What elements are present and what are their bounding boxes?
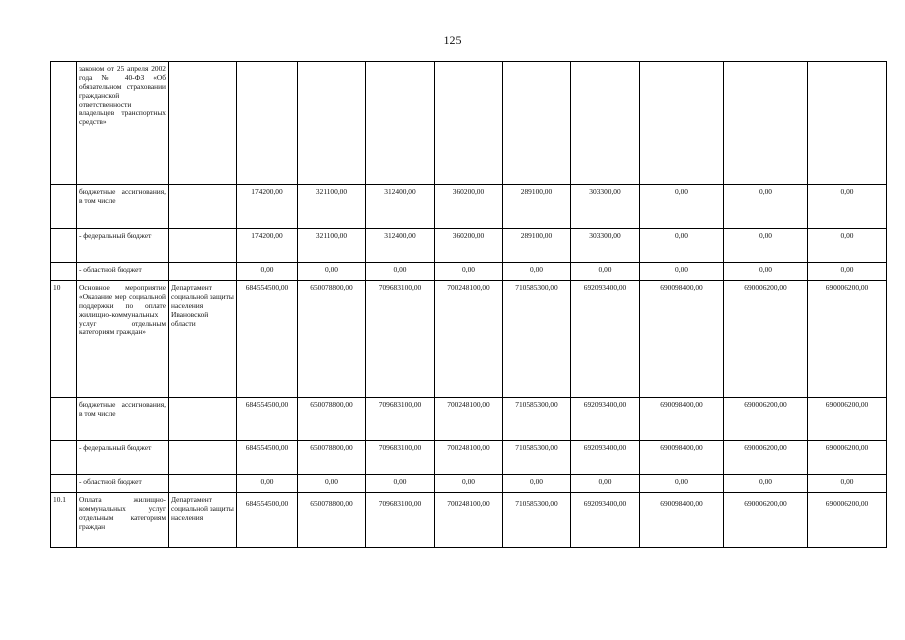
- row-index-cell: [51, 62, 77, 185]
- row-executor-cell: Департамент социальной защиты населения: [169, 493, 237, 548]
- amount-cell: 0,00: [808, 263, 887, 281]
- table-row: [51, 229, 887, 263]
- row-index-cell: [51, 229, 77, 263]
- amount-cell: 690098400,00: [640, 493, 724, 548]
- amount-cell: 174200,00: [237, 185, 298, 229]
- amount-cell: 360200,00: [435, 229, 503, 263]
- amount-cell: 710585300,00: [503, 441, 571, 475]
- amount-cell: 0,00: [237, 263, 298, 281]
- amount-cell: [724, 62, 808, 185]
- amount-cell: 692093400,00: [571, 493, 640, 548]
- row-description-cell: бюджетные ассигнования, в том числе: [77, 185, 169, 229]
- amount-cell: 710585300,00: [503, 398, 571, 441]
- amount-cell: 289100,00: [503, 185, 571, 229]
- amount-cell: 0,00: [298, 263, 366, 281]
- amount-cell: 650078800,00: [298, 398, 366, 441]
- amount-cell: 690006200,00: [808, 281, 887, 398]
- amount-cell: 360200,00: [435, 185, 503, 229]
- amount-cell: [503, 62, 571, 185]
- amount-cell: [571, 62, 640, 185]
- amount-cell: 0,00: [808, 229, 887, 263]
- amount-cell: 0,00: [571, 263, 640, 281]
- amount-cell: 0,00: [503, 475, 571, 493]
- amount-cell: 312400,00: [366, 185, 435, 229]
- amount-cell: 684554500,00: [237, 493, 298, 548]
- row-executor-cell: [169, 62, 237, 185]
- page-number: 125: [443, 33, 462, 47]
- amount-cell: 700248100,00: [435, 493, 503, 548]
- amount-cell: 690006200,00: [724, 281, 808, 398]
- amount-cell: 690098400,00: [640, 398, 724, 441]
- row-index-cell: [51, 398, 77, 441]
- amount-cell: 321100,00: [298, 185, 366, 229]
- amount-cell: 690006200,00: [808, 493, 887, 548]
- table-row: [51, 62, 887, 185]
- amount-cell: 700248100,00: [435, 441, 503, 475]
- amount-cell: 0,00: [503, 263, 571, 281]
- table-row: [51, 185, 887, 229]
- table-row: [51, 398, 887, 441]
- amount-cell: 690006200,00: [724, 493, 808, 548]
- row-executor-cell: [169, 441, 237, 475]
- row-index-cell: [51, 441, 77, 475]
- row-index-cell: [51, 263, 77, 281]
- amount-cell: 700248100,00: [435, 398, 503, 441]
- amount-cell: 0,00: [366, 263, 435, 281]
- row-index-cell: 10: [51, 281, 77, 398]
- amount-cell: 650078800,00: [298, 281, 366, 398]
- amount-cell: 690006200,00: [808, 441, 887, 475]
- amount-cell: 0,00: [640, 475, 724, 493]
- amount-cell: 0,00: [640, 229, 724, 263]
- table-row: [51, 441, 887, 475]
- amount-cell: 321100,00: [298, 229, 366, 263]
- amount-cell: 289100,00: [503, 229, 571, 263]
- amount-cell: 303300,00: [571, 185, 640, 229]
- table-row: [51, 493, 887, 548]
- amount-cell: 650078800,00: [298, 441, 366, 475]
- amount-cell: 0,00: [571, 475, 640, 493]
- amount-cell: 692093400,00: [571, 398, 640, 441]
- row-executor-cell: [169, 263, 237, 281]
- amount-cell: 0,00: [808, 185, 887, 229]
- amount-cell: 692093400,00: [571, 441, 640, 475]
- row-description-cell: - федеральный бюджет: [77, 229, 169, 263]
- amount-cell: 710585300,00: [503, 493, 571, 548]
- table-row: [51, 263, 887, 281]
- amount-cell: 710585300,00: [503, 281, 571, 398]
- amount-cell: 690098400,00: [640, 441, 724, 475]
- amount-cell: 684554500,00: [237, 441, 298, 475]
- row-executor-cell: Департамент социальной защиты населения Ивановской области: [169, 281, 237, 398]
- amount-cell: 0,00: [435, 263, 503, 281]
- amount-cell: 684554500,00: [237, 398, 298, 441]
- amount-cell: 0,00: [808, 475, 887, 493]
- amount-cell: 312400,00: [366, 229, 435, 263]
- amount-cell: 0,00: [724, 263, 808, 281]
- amount-cell: 709683100,00: [366, 398, 435, 441]
- budget-table: [50, 61, 887, 548]
- amount-cell: 690006200,00: [808, 398, 887, 441]
- row-description-cell: - федеральный бюджет: [77, 441, 169, 475]
- table-row: [51, 281, 887, 398]
- row-description-cell: законом от 25 апреля 2002 года № 40-ФЗ «Об обязательном страховании гражданской ответственности владельцев транспортных средств»: [77, 62, 169, 185]
- amount-cell: 0,00: [724, 185, 808, 229]
- row-description-cell: - областной бюджет: [77, 263, 169, 281]
- row-index-cell: [51, 475, 77, 493]
- amount-cell: 0,00: [724, 475, 808, 493]
- amount-cell: 0,00: [298, 475, 366, 493]
- amount-cell: [298, 62, 366, 185]
- amount-cell: 174200,00: [237, 229, 298, 263]
- row-description-cell: - областной бюджет: [77, 475, 169, 493]
- row-executor-cell: [169, 475, 237, 493]
- amount-cell: [808, 62, 887, 185]
- amount-cell: 0,00: [237, 475, 298, 493]
- amount-cell: 303300,00: [571, 229, 640, 263]
- amount-cell: [435, 62, 503, 185]
- amount-cell: 700248100,00: [435, 281, 503, 398]
- amount-cell: 650078800,00: [298, 493, 366, 548]
- row-description-cell: бюджетные ассигнования, в том числе: [77, 398, 169, 441]
- amount-cell: 690006200,00: [724, 398, 808, 441]
- amount-cell: [366, 62, 435, 185]
- amount-cell: 690098400,00: [640, 281, 724, 398]
- row-description-cell: Основное мероприятие «Оказание мер социальной поддержки по оплате жилищно-коммунальных услуг отдельным категориям граждан»: [77, 281, 169, 398]
- amount-cell: 709683100,00: [366, 441, 435, 475]
- row-executor-cell: [169, 398, 237, 441]
- row-executor-cell: [169, 229, 237, 263]
- row-executor-cell: [169, 185, 237, 229]
- amount-cell: 709683100,00: [366, 493, 435, 548]
- amount-cell: 0,00: [435, 475, 503, 493]
- amount-cell: 690006200,00: [724, 441, 808, 475]
- amount-cell: 0,00: [366, 475, 435, 493]
- table-row: [51, 475, 887, 493]
- row-index-cell: 10.1: [51, 493, 77, 548]
- row-index-cell: [51, 185, 77, 229]
- amount-cell: 684554500,00: [237, 281, 298, 398]
- amount-cell: 692093400,00: [571, 281, 640, 398]
- row-description-cell: Оплата жилищно-коммунальных услуг отдельным категориям граждан: [77, 493, 169, 548]
- amount-cell: 0,00: [724, 229, 808, 263]
- amount-cell: 0,00: [640, 263, 724, 281]
- amount-cell: [640, 62, 724, 185]
- amount-cell: 0,00: [640, 185, 724, 229]
- amount-cell: [237, 62, 298, 185]
- amount-cell: 709683100,00: [366, 281, 435, 398]
